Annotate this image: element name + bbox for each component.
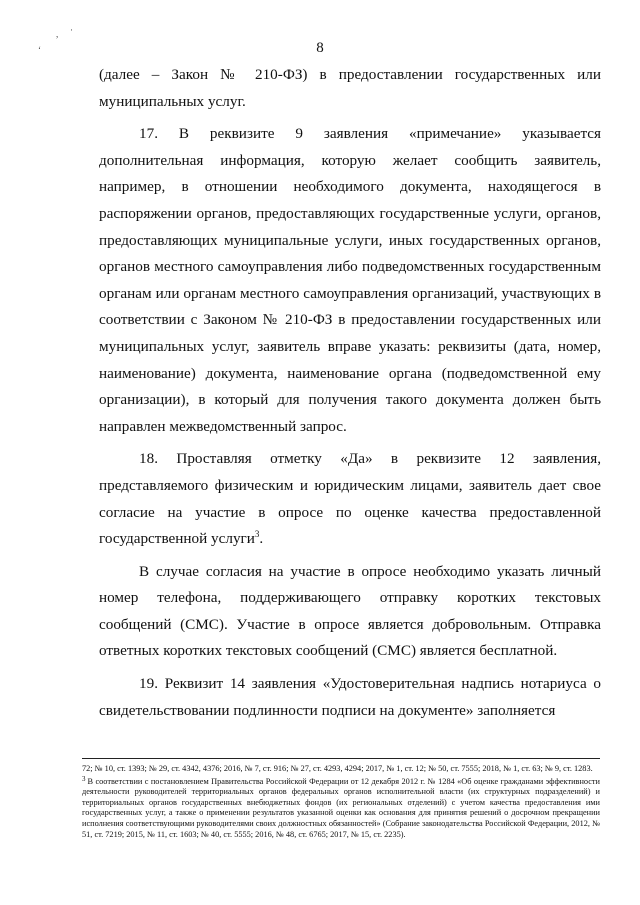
footnote-separator — [82, 758, 600, 759]
footnote-3 — [82, 774, 600, 841]
body-text — [99, 62, 601, 724]
footnote-3-text: В соответствии с постановлением Правительства Российской Федерации от 12 декабря 2012 г. № 1284 «Об оценке гражданами эффективности деятельности руководителей территориальных органов федеральных органов исполнительной власти (их структурных подразделений) и территориальных органов государственных внебюджетных фондов (их региональных отделений) с учетом качества предоставления ими государственных услуг, а также о применении результатов указанной оценки как основания для принятия решений о досрочном прекращении исполнения соответствующими руководителями своих должностных обязанностей» (Собрание законодательства Российской Федерации, 2012, № 51, ст. 7219; 2015, № 11, ст. 1603; № 40, ст. 5555; 2016, № 48, ст. 6765; 2017, № 15, ст. 2235). — [82, 776, 600, 839]
scan-mark: · — [70, 25, 73, 35]
footnote-mark: 3 — [82, 774, 86, 783]
footnote-reference: 3 — [254, 529, 260, 540]
paragraph-18-end: . — [259, 530, 264, 548]
paragraph-19: 19. Реквизит 14 заявления «Удостоверительная надпись нотариуса о свидетельствовании подлинности подписи на документе» заполняется — [99, 675, 601, 719]
paragraph-18 — [99, 446, 601, 552]
page-number: 8 — [316, 40, 324, 56]
paragraph-consent: В случае согласия на участие в опросе необходимо указать личный номер телефона, поддерживающего отправку коротких текстовых сообщений (СМС). Участие в опросе является добровольным. Отправка ответных коротких текстовых сообщений (СМС) является бесплатной. — [99, 562, 601, 660]
paragraph-17: 17. В реквизите 9 заявления «примечание» указывается дополнительная информация, которую желает сообщить заявитель, например, в отношении необходимого документа, находящегося в распоряжении органов, предоставляющих государственные услуги, органов, предоставляющих муниципальные услуги, иных государственных органов, органов местного самоуправления либо подведомственных государственным органам или органам местного самоуправления организаций, участвующих в соответствии с Законом № 210-ФЗ в предоставлении государственных или муниципальных услуг, заявитель вправе указать: реквизиты (дата, номер, наименование) документа, наименование органа (подведомственной ему организации), в который для получения такого документа должен быть направлен межведомственный запрос. — [99, 125, 601, 435]
paragraph-continuation: (далее – Закон № 210-ФЗ) в предоставлении государственных или муниципальных услуг. — [99, 66, 601, 110]
scan-mark: , — [56, 29, 59, 39]
paragraph-18-text: 18. Проставляя отметку «Да» в реквизите 12 заявления, представляемого физическим и юридическим лицами, заявитель дает свое согласие на участие в опросе по оценке качества предоставленной государственной услуги — [99, 450, 601, 548]
scan-mark: ‘ — [38, 45, 41, 55]
footnotes — [82, 764, 600, 840]
footnote-continuation: 72; № 10, ст. 1393; № 29, ст. 4342, 4376; 2016, № 7, ст. 916; № 27, ст. 4293, 4294; 2017, № 1, ст. 12; № 50, ст. 7555; 2018, № 1, ст. 63; № 9, ст. 1283. — [82, 764, 593, 773]
